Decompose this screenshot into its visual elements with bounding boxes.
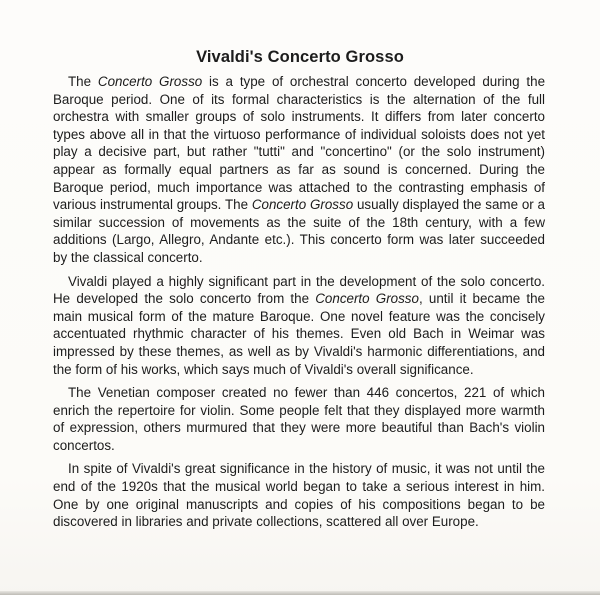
- text-run: usually displayed the same or a similar succession of movements as the suite of the 18th century, with a few additions (Largo, Allegro, Andante etc.). This concerto form was later succeeded by the classical concerto.: [53, 197, 545, 265]
- text-run: is a type of orchestral concerto developed during the Baroque period. One of its formal characteristics is the alternation of the full orchestra with smaller groups of solo instruments. It differs from later concerto types above all in that the virtuoso performance of individual soloists does not yet play a decisive part, but rather "tutti" and "concertino" (or the solo instrument) appear as formally equal partners as far as sound is concerned. During the Baroque period, much importance was attached to the contrasting emphasis of various instrumental groups. The: [53, 74, 546, 213]
- text-run: The Venetian composer created no fewer than 446 concertos, 221 of which enrich the repertoire for violin. Some people felt that they displayed more warmth of expression, others murmured that they were more beautiful than Bach's violin concertos.: [53, 385, 545, 453]
- article-body: [53, 73, 545, 537]
- paragraph-1: [53, 73, 545, 267]
- paragraph-4: [53, 460, 545, 530]
- text-run: The: [68, 74, 98, 89]
- paper-bottom-edge: [0, 591, 600, 595]
- paragraph-3: [53, 384, 545, 454]
- paragraph-2: [53, 273, 545, 379]
- italic-term: Concerto Grosso: [97, 74, 203, 89]
- italic-term: Concerto Grosso: [315, 291, 419, 307]
- text-run: Vivaldi played a highly significant part in the development of the solo concerto. He developed the solo concerto from the: [53, 273, 545, 307]
- page-title: Vivaldi's Concerto Grosso: [196, 48, 404, 66]
- text-run: , until it became the main musical form of the mature Baroque. One novel feature was the concisely accentuated rhythmic character of his themes. Even old Bach in Weimar was impressed by these themes, as well as by Vivaldi's harmonic differentiations, and the form of his works, which says much of Vivaldi's overall significance.: [53, 291, 545, 377]
- italic-term: Concerto Grosso: [251, 197, 354, 213]
- text-run: In spite of Vivaldi's great significance in the history of music, it was not until the end of the 1920s that the musical world began to take a serious interest in him. One by one original manuscripts and copies of his compositions began to be discovered in libraries and private collections, scattered all over Europe.: [53, 461, 545, 530]
